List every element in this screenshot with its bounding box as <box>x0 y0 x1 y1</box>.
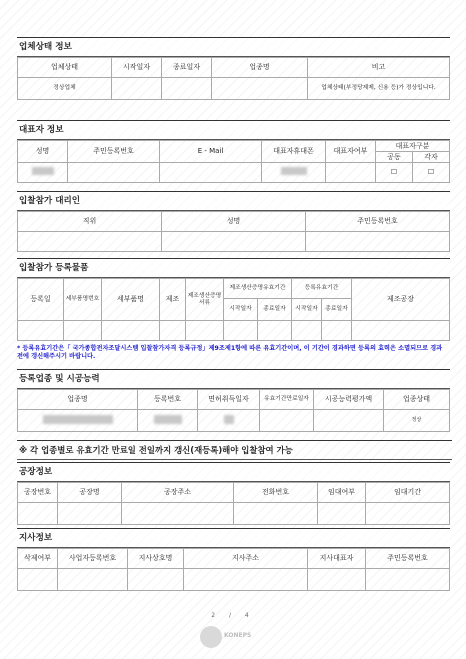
logo-icon <box>200 626 222 648</box>
remark-value: 업체상태(부정당제제, 신용 등)가 정상입니다. <box>308 78 450 100</box>
representative-table <box>17 140 450 183</box>
header-cell: 전화번호 <box>234 483 318 503</box>
table-cell <box>366 569 450 591</box>
header-cell: 공장명 <box>58 483 122 503</box>
table-cell <box>18 569 58 591</box>
header-cell: 시작일자 <box>224 299 258 321</box>
header-cell: 면허취득일자 <box>198 390 260 410</box>
table-cell <box>162 232 306 252</box>
factory-section <box>17 462 450 525</box>
header-cell: 삭제여부 <box>18 549 58 569</box>
header-cell: 비고 <box>308 58 450 78</box>
table-cell <box>58 569 128 591</box>
redacted-block <box>43 415 113 424</box>
company-status-section <box>17 37 450 100</box>
representative-title: 대표자 정보 <box>17 120 450 140</box>
header-cell: 성명 <box>18 141 68 163</box>
factory-title: 공장정보 <box>17 462 450 482</box>
page-number: 2 / 4 <box>211 612 255 619</box>
header-cell: 각자 <box>413 152 450 163</box>
bid-items-section <box>17 258 450 341</box>
branch-table <box>17 548 450 591</box>
header-cell: 업종명 <box>212 58 308 78</box>
header-cell: 지사대표자 <box>308 549 366 569</box>
redacted-block <box>32 167 54 175</box>
status-value: 정상업체 <box>18 78 112 100</box>
table-cell <box>198 410 260 432</box>
header-cell: 업체상태 <box>18 58 112 78</box>
table-cell <box>18 321 64 341</box>
table-cell <box>128 569 184 591</box>
table-cell <box>102 321 160 341</box>
branch-section <box>17 528 450 591</box>
table-cell <box>160 163 262 183</box>
header-cell: 등록일 <box>18 279 64 321</box>
table-cell <box>212 78 308 100</box>
table-cell <box>326 163 376 183</box>
header-cell: 성명 <box>162 212 306 232</box>
header-cell: 시공능력평가액 <box>314 390 384 410</box>
license-section <box>17 369 450 432</box>
table-cell <box>18 232 162 252</box>
table-cell <box>224 321 258 341</box>
header-cell: 종료일자 <box>162 58 212 78</box>
header-cell: 사업자등록번호 <box>58 549 128 569</box>
header-cell: 제조생산증명서류 <box>186 279 224 321</box>
table-cell <box>186 321 224 341</box>
header-cell: 유효기간만료일자 <box>260 390 314 410</box>
table-cell <box>322 321 352 341</box>
table-cell <box>138 410 198 432</box>
renewal-note: ※ 각 업종별로 유효기간 만료일 전일까지 갱신(재등록)해야 입찰참여 가능 <box>17 440 452 460</box>
redacted-block <box>224 415 234 424</box>
header-cell: 종료일자 <box>258 299 292 321</box>
license-table <box>17 389 450 432</box>
table-cell <box>260 410 314 432</box>
company-status-table <box>17 57 450 100</box>
header-cell: 시작일자 <box>292 299 322 321</box>
header-cell: 대표자휴대폰 <box>262 141 326 163</box>
table-cell <box>58 503 122 525</box>
table-cell <box>18 163 68 183</box>
company-status-title: 업체상태 정보 <box>17 37 450 57</box>
table-cell <box>314 410 384 432</box>
header-cell: 공장주소 <box>122 483 234 503</box>
header-cell: 직위 <box>18 212 162 232</box>
header-cell: 제조공장 <box>352 279 450 321</box>
redacted-block <box>154 415 182 424</box>
table-cell <box>318 503 366 525</box>
header-cell: 업종명 <box>18 390 138 410</box>
header-cell: 주민등록번호 <box>366 549 450 569</box>
table-cell <box>160 321 186 341</box>
bid-items-table <box>17 278 450 341</box>
header-cell: 주민등록번호 <box>68 141 160 163</box>
factory-table <box>17 482 450 525</box>
license-status: 정상 <box>384 410 450 432</box>
header-cell: 임대여부 <box>318 483 366 503</box>
checkbox-joint[interactable]: ☐ <box>376 163 413 183</box>
table-cell <box>112 78 162 100</box>
table-cell <box>18 410 138 432</box>
header-cell: 등록번호 <box>138 390 198 410</box>
header-cell: 업종상태 <box>384 390 450 410</box>
bid-agent-table <box>17 211 450 252</box>
header-cell: 공동 <box>376 152 413 163</box>
header-cell: 종료일자 <box>322 299 352 321</box>
koneps-logo <box>200 624 270 650</box>
header-cell: 공장번호 <box>18 483 58 503</box>
bid-items-title: 입찰참가 등록물품 <box>17 258 450 278</box>
header-cell: 대표자구분 <box>376 141 450 152</box>
header-cell: E - Mail <box>160 141 262 163</box>
header-cell: 시작일자 <box>112 58 162 78</box>
representative-section <box>17 120 450 183</box>
header-cell: 지사주소 <box>184 549 308 569</box>
header-cell: 제조생산증명유효기간 <box>224 279 292 299</box>
table-cell <box>292 321 322 341</box>
table-cell <box>262 163 326 183</box>
table-cell <box>122 503 234 525</box>
table-cell <box>258 321 292 341</box>
table-cell <box>352 321 450 341</box>
table-cell <box>184 569 308 591</box>
redacted-block <box>281 167 307 175</box>
bid-agent-section <box>17 191 450 252</box>
header-cell: 임대기간 <box>366 483 450 503</box>
table-cell <box>366 503 450 525</box>
header-cell: 세부품명번호 <box>64 279 102 321</box>
checkbox-separate[interactable]: ☐ <box>413 163 450 183</box>
header-cell: 주민등록번호 <box>306 212 450 232</box>
table-cell <box>64 321 102 341</box>
header-cell: 등록유효기간 <box>292 279 352 299</box>
header-cell: 대표자여부 <box>326 141 376 163</box>
table-cell <box>162 78 212 100</box>
validity-notice: * 등록유효기간은「 국가종합전자조달시스템 입찰참가자격 등록규정」제9조제1항에 따른 유효기간이며, 이 기간이 경과하면 등록의 효력은 소멸되므로 경과 전에 갱신해주시기 바랍니다. <box>17 345 443 361</box>
logo-text: KONEPS <box>224 632 252 639</box>
table-cell <box>68 163 160 183</box>
table-cell <box>18 503 58 525</box>
table-cell <box>308 569 366 591</box>
bid-agent-title: 입찰참가 대리인 <box>17 191 450 211</box>
table-cell <box>306 232 450 252</box>
table-cell <box>234 503 318 525</box>
header-cell: 지사상호명 <box>128 549 184 569</box>
license-title: 등록업종 및 시공능력 <box>17 369 450 389</box>
branch-title: 지사정보 <box>17 528 450 548</box>
header-cell: 제조 <box>160 279 186 321</box>
header-cell: 세부품명 <box>102 279 160 321</box>
